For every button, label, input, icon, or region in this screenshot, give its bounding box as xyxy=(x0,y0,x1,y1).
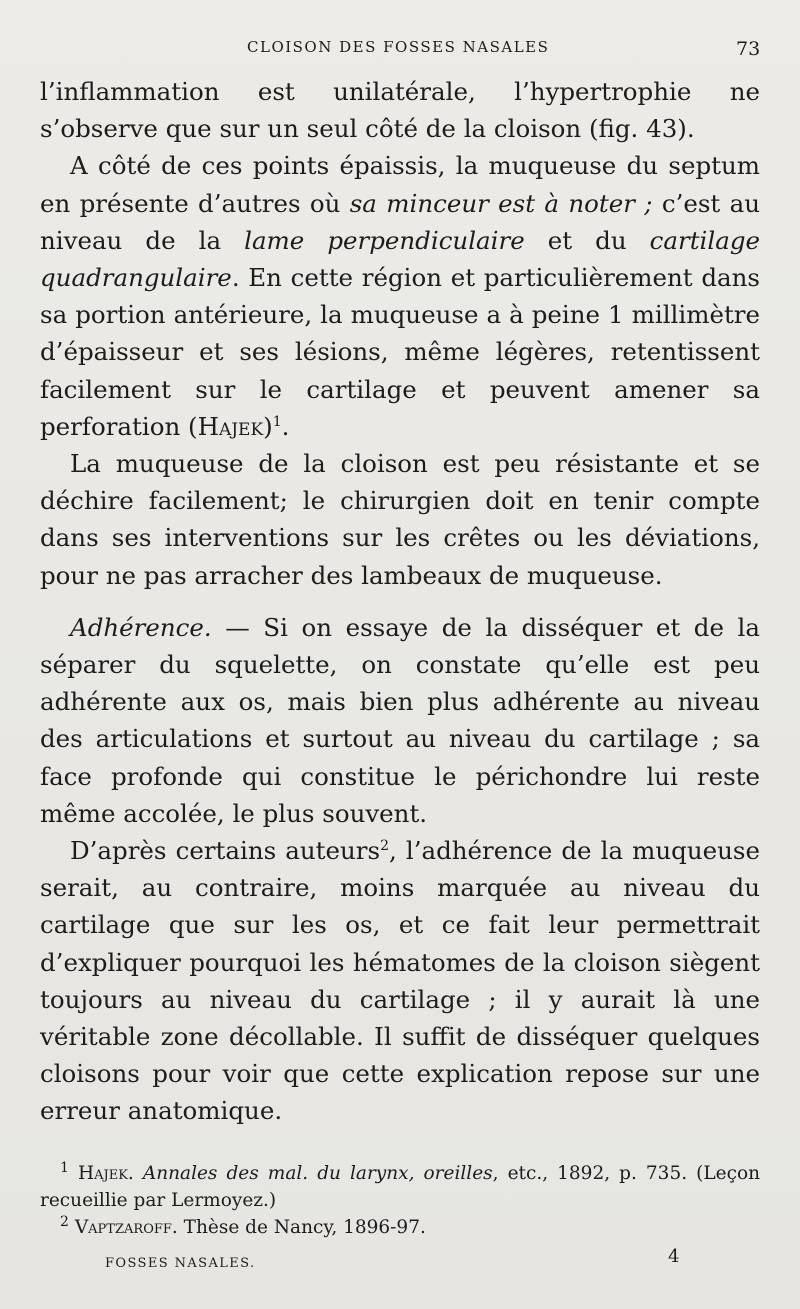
footnote-text: . xyxy=(127,1163,143,1184)
page-number: 73 xyxy=(736,38,761,60)
paragraph-text: La muqueuse de la cloison est peu résistante et se déchire facilement; le chirurgien doit en tenir compte dans ses interventions sur les crêtes ou les déviations, pour ne pas arracher des lambeaux de muqueuse. xyxy=(40,449,760,590)
paragraph-thin-mucosa xyxy=(40,147,760,445)
paragraph-text: , l’adhérence de la muqueuse serait, au contraire, moins marquée au niveau du cartilage que sur les os, et ce fait leur permettrait d’expliquer pourquoi les hématomes de la cloison siègent toujours au niveau du cartilage ; il y aurait là une véritable zone décollable. Il suffit de disséquer quelques cloisons pour voir que cette explication repose sur une erreur anatomique. xyxy=(40,836,760,1126)
emphasis-text: cartilage quadrangulaire xyxy=(40,225,761,293)
footnotes xyxy=(40,1160,760,1241)
running-head xyxy=(0,34,800,62)
footnote-reference[interactable]: 2 xyxy=(380,837,389,854)
footnote-reference[interactable]: 1 xyxy=(272,413,282,430)
paragraph-text: et du xyxy=(524,225,650,255)
paragraph-other-authors xyxy=(40,832,760,1130)
footnote-1 xyxy=(40,1160,760,1214)
footnote-author: Hajek xyxy=(77,1163,128,1184)
sheet-number: 4 xyxy=(668,1246,680,1267)
footnote-marker: 1 xyxy=(60,1159,69,1176)
footnote-author: Vaptzaroff xyxy=(74,1217,172,1238)
paragraph-fragility xyxy=(40,445,760,594)
author-name: Hajek xyxy=(197,411,264,441)
paragraph-text: D’après certains auteurs xyxy=(70,836,381,866)
footnote-2 xyxy=(40,1214,760,1241)
printer-signature: FOSSES NASALES. xyxy=(105,1256,256,1271)
paragraph-text: . En cette région et particulièrement dans sa portion antérieure, la muqueuse a à peine 1 millimètre d’épaisseur et ses lésions, même légères, retentissent facilement sur le cartilage et peuvent amener sa perforation ( xyxy=(40,263,760,441)
paragraph-text: c’est au niveau de la xyxy=(40,188,760,255)
emphasis-text: lame perpendiculaire xyxy=(244,225,525,255)
paragraph-adherence xyxy=(40,609,760,832)
footnote-text: , etc., 1892, p. 735. (Leçon recueillie par Lermoyez.) xyxy=(40,1163,760,1211)
section-heading: Adhérence. xyxy=(70,612,212,642)
body-text xyxy=(40,73,760,1130)
emphasis-text: sa minceur est à noter ; xyxy=(349,188,653,218)
paragraph-text: ) xyxy=(263,411,273,441)
paragraph-text: A côté de ces points épaissis, la muqueuse du septum en présente d’autres où xyxy=(40,151,760,218)
paragraph-text: . xyxy=(281,411,290,441)
footnote-text: . Thèse de Nancy, 1896-97. xyxy=(171,1217,426,1238)
footnote-marker: 2 xyxy=(60,1213,69,1230)
paragraph-text: l’inflammation est unilatérale, l’hypertrophie ne s’observe que sur un seul côté de la cloison (fig. 43). xyxy=(40,77,760,144)
paragraph-continuation xyxy=(40,73,760,147)
footnote-title: Annales des mal. du larynx, oreilles xyxy=(142,1163,493,1184)
paragraph-text: — Si on essaye de la disséquer et de la séparer du squelette, on constate qu’elle est peu adhérente aux os, mais bien plus adhérente au niveau des articulations et surtout au niveau du cartilage ; sa face profonde qui constitue le périchondre lui reste même accolée, le plus souvent. xyxy=(40,612,760,828)
running-title: CLOISON DES FOSSES NASALES xyxy=(247,38,550,56)
section-gap xyxy=(40,594,760,609)
